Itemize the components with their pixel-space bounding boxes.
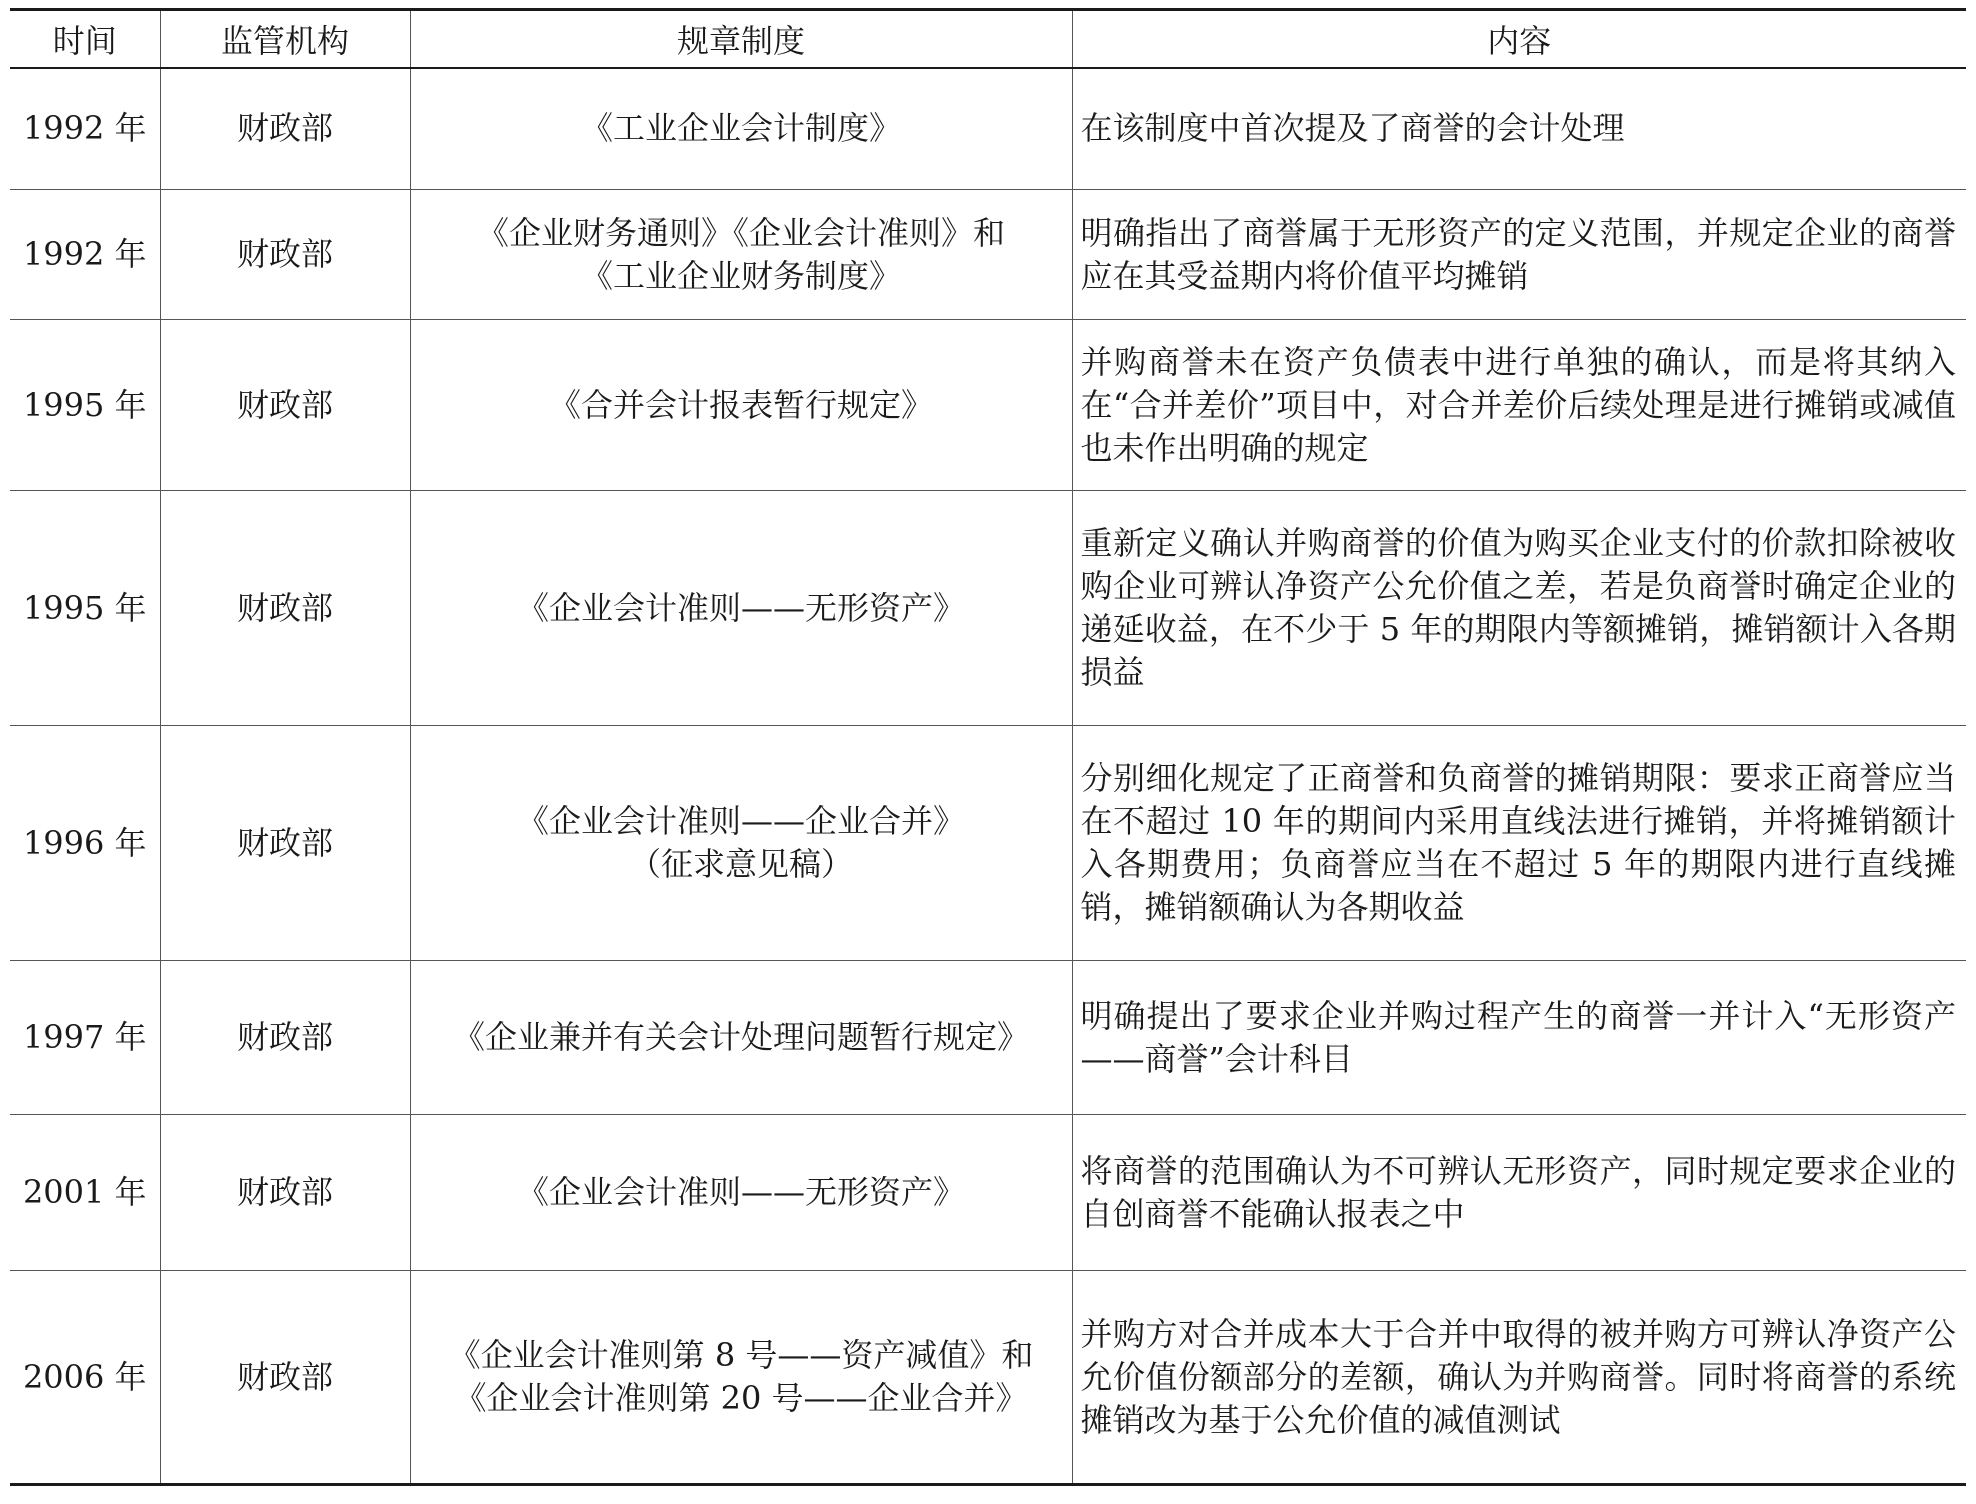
- cell-agency: 财政部: [160, 726, 410, 961]
- regulation-line: （征求意见稿）: [628, 845, 853, 883]
- regulation-line: 《工业企业财务制度》: [580, 256, 901, 295]
- cell-content: 并购方对合并成本大于合并中取得的被并购方可辨认净资产公允价值份额部分的差额，确认为并购商誉。同时将商誉的系统摊销改为基于公允价值的减值测试: [1072, 1271, 1966, 1485]
- cell-content: 并购商誉未在资产负债表中进行单独的确认，而是将其纳入在“合并差价”项目中，对合并差价后续处理是进行摊销或减值也未作出明确的规定: [1072, 320, 1966, 491]
- table-row: [10, 1115, 1966, 1271]
- table-header-row: [10, 10, 1966, 68]
- header-content: 内容: [1072, 10, 1966, 68]
- cell-regulation: [410, 68, 1072, 190]
- cell-year: 2006 年: [10, 1271, 160, 1485]
- table-row: [10, 320, 1966, 491]
- cell-agency: 财政部: [160, 68, 410, 190]
- regulation-line: 《企业会计准则——无形资产》: [516, 588, 965, 627]
- cell-agency: 财政部: [160, 190, 410, 320]
- cell-regulation: [410, 1271, 1072, 1485]
- cell-content: 将商誉的范围确认为不可辨认无形资产，同时规定要求企业的自创商誉不能确认报表之中: [1072, 1115, 1966, 1271]
- cell-content: 在该制度中首次提及了商誉的会计处理: [1072, 68, 1966, 190]
- cell-content: 分别细化规定了正商誉和负商誉的摊销期限：要求正商誉应当在不超过 10 年的期间内采用直线法进行摊销，并将摊销额计入各期费用；负商誉应当在不超过 5 年的期限内进行直线摊销，摊销额确认为各期收益: [1072, 726, 1966, 961]
- cell-regulation: [410, 961, 1072, 1115]
- cell-year: 1995 年: [10, 491, 160, 726]
- cell-regulation: [410, 726, 1072, 961]
- table-row: [10, 726, 1966, 961]
- regulation-line: 《企业财务通则》《企业会计准则》和: [476, 213, 1005, 252]
- cell-year: 1996 年: [10, 726, 160, 961]
- cell-regulation: [410, 1115, 1072, 1271]
- regulation-line: 《合并会计报表暂行规定》: [548, 385, 933, 424]
- table-row: [10, 961, 1966, 1115]
- header-regulation: 规章制度: [410, 10, 1072, 68]
- cell-agency: 财政部: [160, 491, 410, 726]
- goodwill-regulation-table: [10, 8, 1966, 1486]
- cell-regulation: [410, 491, 1072, 726]
- cell-year: 1997 年: [10, 961, 160, 1115]
- cell-year: 1992 年: [10, 68, 160, 190]
- cell-regulation: [410, 190, 1072, 320]
- cell-year: 2001 年: [10, 1115, 160, 1271]
- cell-content: 明确指出了商誉属于无形资产的定义范围，并规定企业的商誉应在其受益期内将价值平均摊销: [1072, 190, 1966, 320]
- cell-agency: 财政部: [160, 1115, 410, 1271]
- table-row: [10, 190, 1966, 320]
- cell-agency: 财政部: [160, 961, 410, 1115]
- cell-agency: 财政部: [160, 1271, 410, 1485]
- regulation-line: 《企业会计准则——无形资产》: [516, 1173, 965, 1211]
- regulation-line: 《企业兼并有关会计处理问题暂行规定》: [452, 1018, 1029, 1056]
- cell-agency: 财政部: [160, 320, 410, 491]
- cell-regulation: [410, 320, 1072, 491]
- regulation-line: 《工业企业会计制度》: [580, 109, 901, 148]
- header-agency: 监管机构: [160, 10, 410, 68]
- header-time: 时间: [10, 10, 160, 68]
- cell-content: 重新定义确认并购商誉的价值为购买企业支付的价款扣除被收购企业可辨认净资产公允价值之差，若是负商誉时确定企业的递延收益，在不少于 5 年的期限内等额摊销，摊销额计入各期损益: [1072, 491, 1966, 726]
- cell-year: 1992 年: [10, 190, 160, 320]
- table-row: [10, 491, 1966, 726]
- regulation-line: 《企业会计准则第 8 号——资产减值》和: [448, 1336, 1034, 1374]
- regulation-line: 《企业会计准则第 20 号——企业合并》: [454, 1379, 1028, 1417]
- table-row: [10, 68, 1966, 190]
- regulation-line: 《企业会计准则——企业合并》: [516, 802, 965, 840]
- cell-year: 1995 年: [10, 320, 160, 491]
- cell-content: 明确提出了要求企业并购过程产生的商誉一并计入“无形资产——商誉”会计科目: [1072, 961, 1966, 1115]
- table-row: [10, 1271, 1966, 1485]
